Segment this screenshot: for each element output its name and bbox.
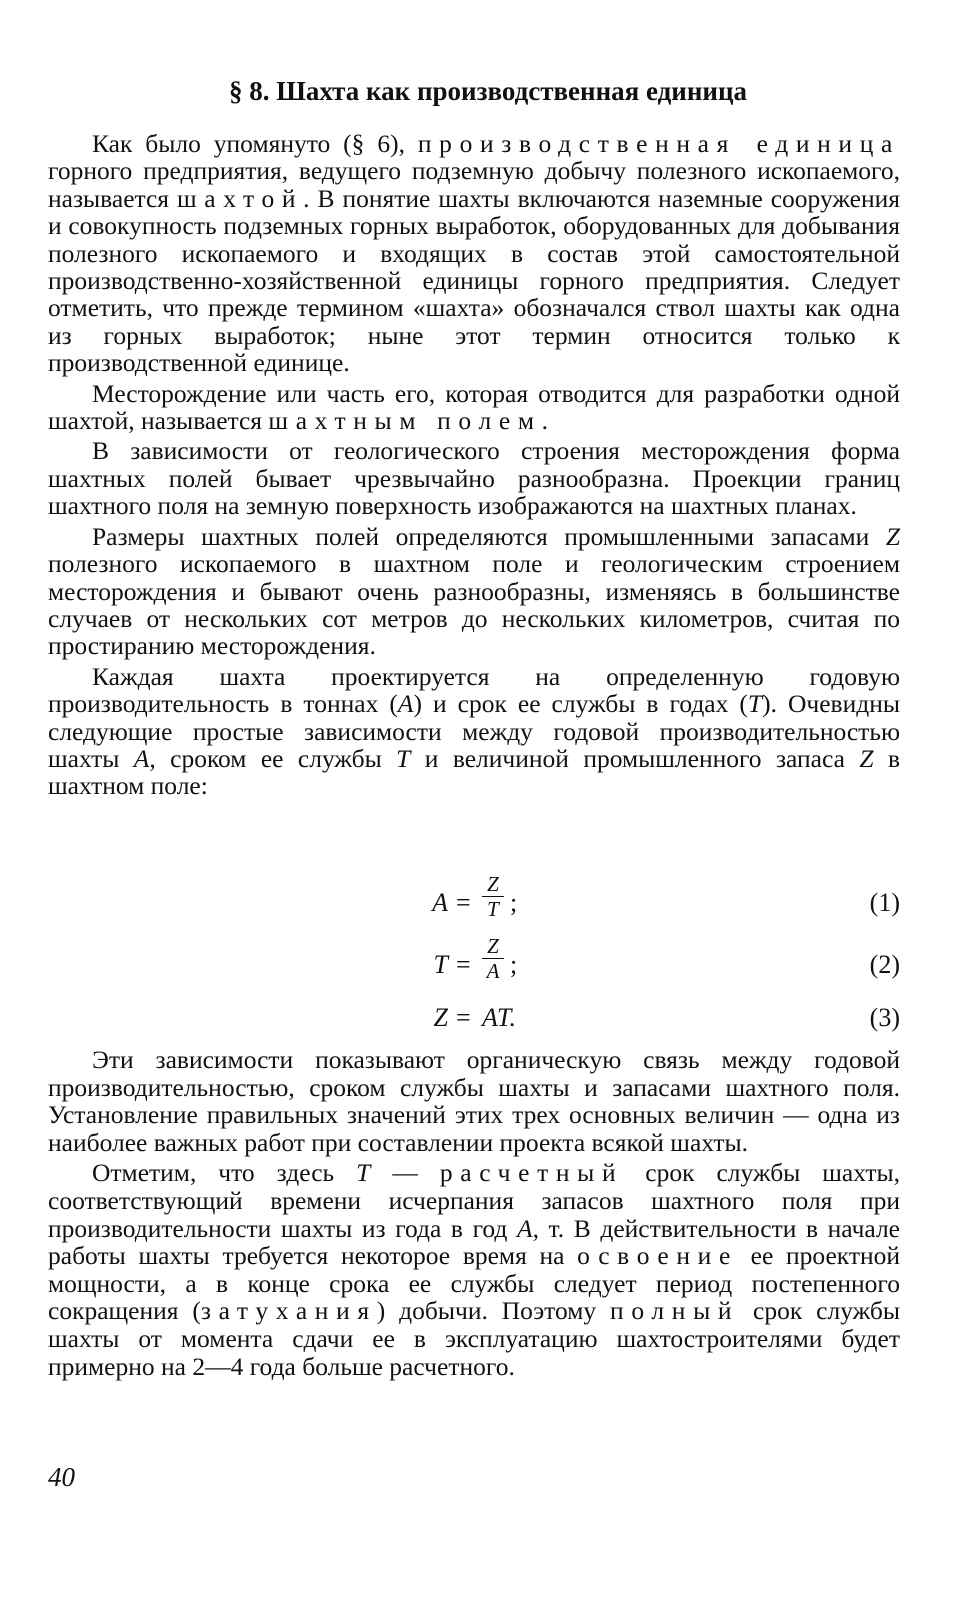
spaced-term: затухания [200,1296,377,1326]
spaced-term: шахтным полем [268,406,542,436]
variable: T [356,1158,371,1188]
fraction: $\frac{Z}{A}$ [482,934,504,983]
section-title: § 8. Шахта как производственная единица [228,76,748,106]
body-text-lower [48,1046,900,1383]
variable: T [747,689,763,719]
paragraph: Эти зависимости показывают органическую связь между годовой производительностью, сроком службы шахты и запасами шахтного поля. Установление правильных значений этих трех основных величин — одна из наиболее важных работ при составлении проекта всякой шахты. [48,1045,900,1157]
equation-number: (2) [869,950,900,979]
spaced-term: полный [610,1296,740,1326]
paragraph: Как было упомянуто (§ 6), производственная единица горного предприятия, ведущего подземную добычу полезного ископаемого, называется шахтой. В понятие шахты включаются наземные сооружения и совокупность подземных горных выработок, оборудованных для добывания полезного ископаемого и входящих в состав этой самостоятельной производственно-хозяйственной единицы горного предприятия. Следует отметить, что прежде термином «шахта» обозначался ствол шахты как одна из горных выработок; ныне этот термин относится только к производственной единице. [48,129,901,378]
equation-1: A = $\frac{Z}{T}$ ; (1) [432,872,900,921]
spaced-term: расчетный [439,1158,624,1188]
fraction: $\frac{Z}{T}$ [482,872,504,921]
variable: A [133,743,150,773]
variable: Z [859,743,874,773]
page-number: 40 [48,1462,75,1492]
paragraph: Размеры шахтных полей определяются промышленными запасами Z полезного ископаемого в шахтном поле и геологическим строением месторождения и бывают очень разнообразны, изменяясь в большинстве случаев от нескольких сот метров до нескольких километров, считая по простиранию месторождения. [48,521,900,661]
variable: A [516,1213,533,1243]
paragraph: В зависимости от геологического строения месторождения форма шахтных полей бывает чрезвычайно разнообразна. Проекции границ шахтного поля на земную поверхность изображаются на шахтных планах. [48,436,900,521]
spaced-term: освоение [577,1241,738,1271]
spaced-term: шахтой [176,183,304,213]
variable: T [396,743,411,773]
paragraph: Месторождение или часть его, которая отводится для разработки одной шахтой, называется шахтным полем. [48,378,900,436]
equation-number: (1) [869,888,900,917]
paragraph: Каждая шахта проектируется на определенную годовую производительность в тоннах (A) и срок ее службы в годах (T). Очевидны следующие простые зависимости между годовой производительностью шахты A, сроком ее службы T и величиной промышленного запаса Z в шахтном поле: [48,661,900,801]
paragraph: Отметим, что здесь T — расчетный срок службы шахты, соответствующий времени исчерпания запасов шахтного поля при производительности шахты из года в год A, т. В действительности в начале работы шахты требуется некоторое время на освоение ее проектной мощности, а в конце срока ее службы следует период постепенного сокращения (затухания) добычи. Поэтому полный срок службы шахты от момента сдачи ее в эксплуатацию шахтостроителями будет примерно на 2—4 года больше расчетного. [48,1158,901,1381]
variable: Z [885,521,900,551]
equation-3: Z = AT. (3) [433,1003,900,1032]
equation-number: (3) [869,1003,900,1032]
equation-2: T = $\frac{Z}{A}$ ; (2) [433,934,900,983]
spaced-term: производственная единица [417,129,900,158]
body-text-upper [48,130,900,803]
variable: A [397,689,414,719]
